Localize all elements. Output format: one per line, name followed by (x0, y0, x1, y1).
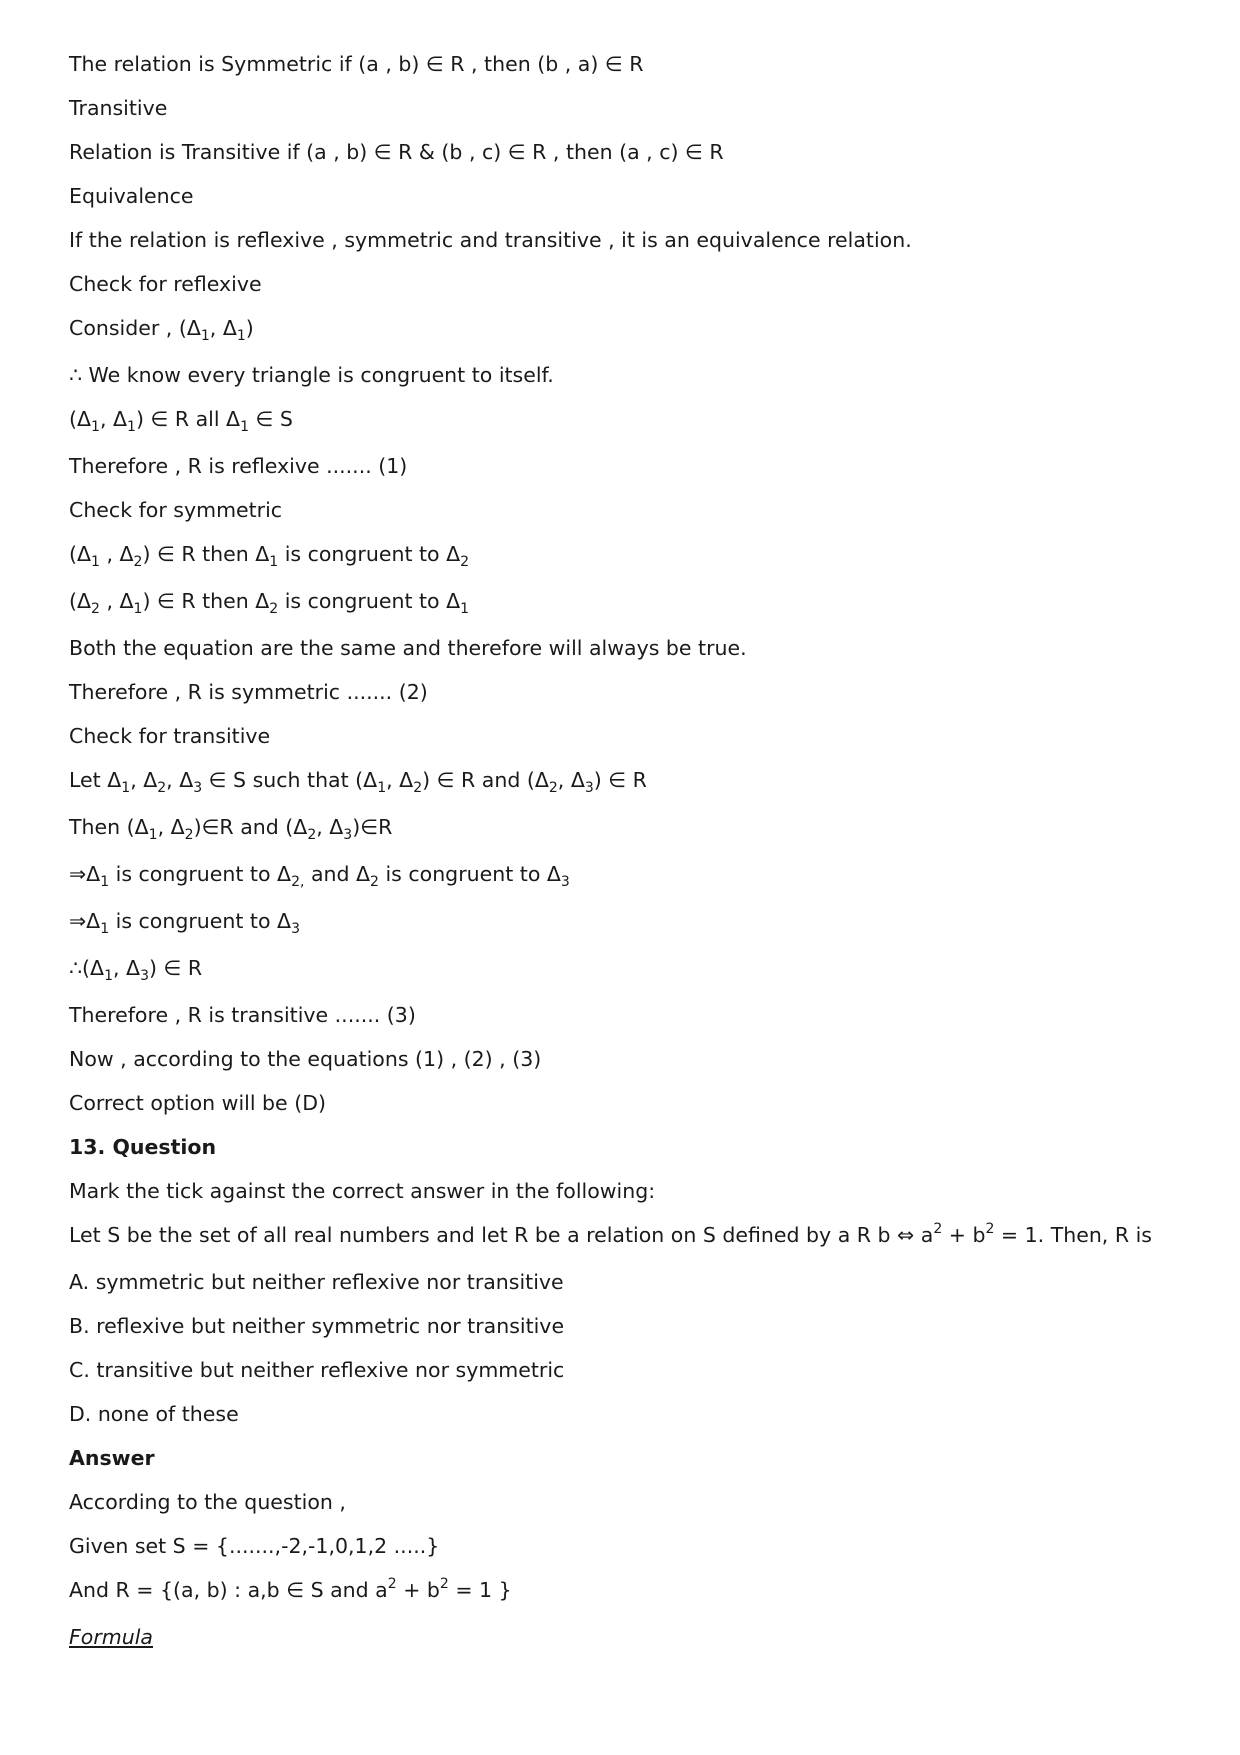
text-line: ($\Delta_1$ , $\Delta_2$) ∈ R then $\Delta_1$ is congruent to $\Delta_2$ (69, 542, 470, 570)
text-line: The relation is Symmetric if (a , b) ∈ R , then (b , a) ∈ R (69, 52, 644, 76)
text-line: Therefore , R is symmetric ....... (2) (69, 680, 428, 704)
text-line: Transitive (69, 96, 168, 120)
text-line: Given set S = {.......,-2,-1,0,1,2 .....} (69, 1534, 440, 1558)
text-line: Relation is Transitive if (a , b) ∈ R & (b , c) ∈ R , then (a , c) ∈ R (69, 140, 724, 164)
text-line: Check for transitive (69, 724, 271, 748)
text-line: Therefore , R is transitive ....... (3) (69, 1003, 416, 1027)
text-line: ($\Delta_1$, $\Delta_1$) ∈ R all $\Delta_1$ ∈ S (69, 407, 293, 435)
text-line: If the relation is reflexive , symmetric and transitive , it is an equivalence relation. (69, 228, 912, 252)
text-line: Let $\Delta_1$, $\Delta_2$, $\Delta_3$ ∈ S such that ($\Delta_1$, $\Delta_2$) ∈ R and ($\Delta_2$, $\Delta_3$) ∈ R (69, 768, 647, 796)
text-line: A. symmetric but neither reflexive nor transitive (69, 1270, 564, 1294)
text-line: Correct option will be (D) (69, 1091, 326, 1115)
text-line: And R = {(a, b) : a,b ∈ S and $a^2 + b^2 = 1$ } (69, 1576, 512, 1602)
document-page (69, 52, 1189, 1669)
text-line: Now , according to the equations (1) , (2) , (3) (69, 1047, 542, 1071)
text-line: Equivalence (69, 184, 194, 208)
formula-label: Formula (69, 1625, 153, 1649)
text-line: Check for reflexive (69, 272, 262, 296)
text-line: Mark the tick against the correct answer in the following: (69, 1179, 656, 1203)
text-line: $\Rightarrow\Delta_1$ is congruent to $\Delta_3$ (69, 909, 300, 937)
text-line: ($\Delta_2$ , $\Delta_1$) ∈ R then $\Delta_2$ is congruent to $\Delta_1$ (69, 589, 470, 617)
text-line: Then ($\Delta_1$, $\Delta_2)\in R$ and ($\Delta_2$, $\Delta_3)\in R$ (69, 815, 393, 843)
text-line: Check for symmetric (69, 498, 283, 522)
text-line: Both the equation are the same and therefore will always be true. (69, 636, 747, 660)
text-line: B. reflexive but neither symmetric nor transitive (69, 1314, 565, 1338)
text-line: $\Rightarrow\Delta_1$ is congruent to $\Delta_{2,}$ and $\Delta_2$ is congruent to $\Delta_3$ (69, 862, 570, 890)
text-line: D. none of these (69, 1402, 239, 1426)
text-line: ∴ We know every triangle is congruent to itself. (69, 363, 554, 387)
text-line: According to the question , (69, 1490, 346, 1514)
text-line: C. transitive but neither reflexive nor symmetric (69, 1358, 565, 1382)
text-line: Therefore , R is reflexive ....... (1) (69, 454, 408, 478)
section-heading: Answer (69, 1446, 155, 1470)
text-line: $\therefore(\Delta_1$, $\Delta_3$) ∈ R (69, 956, 203, 984)
section-heading: 13. Question (69, 1135, 217, 1159)
text-line: Consider , ($\Delta_1$, $\Delta_1$) (69, 316, 254, 344)
text-line: Let S be the set of all real numbers and let R be a relation on S defined by a R b ⇔ $a^2 + b^2 = 1$. Then, R is (69, 1221, 1152, 1247)
